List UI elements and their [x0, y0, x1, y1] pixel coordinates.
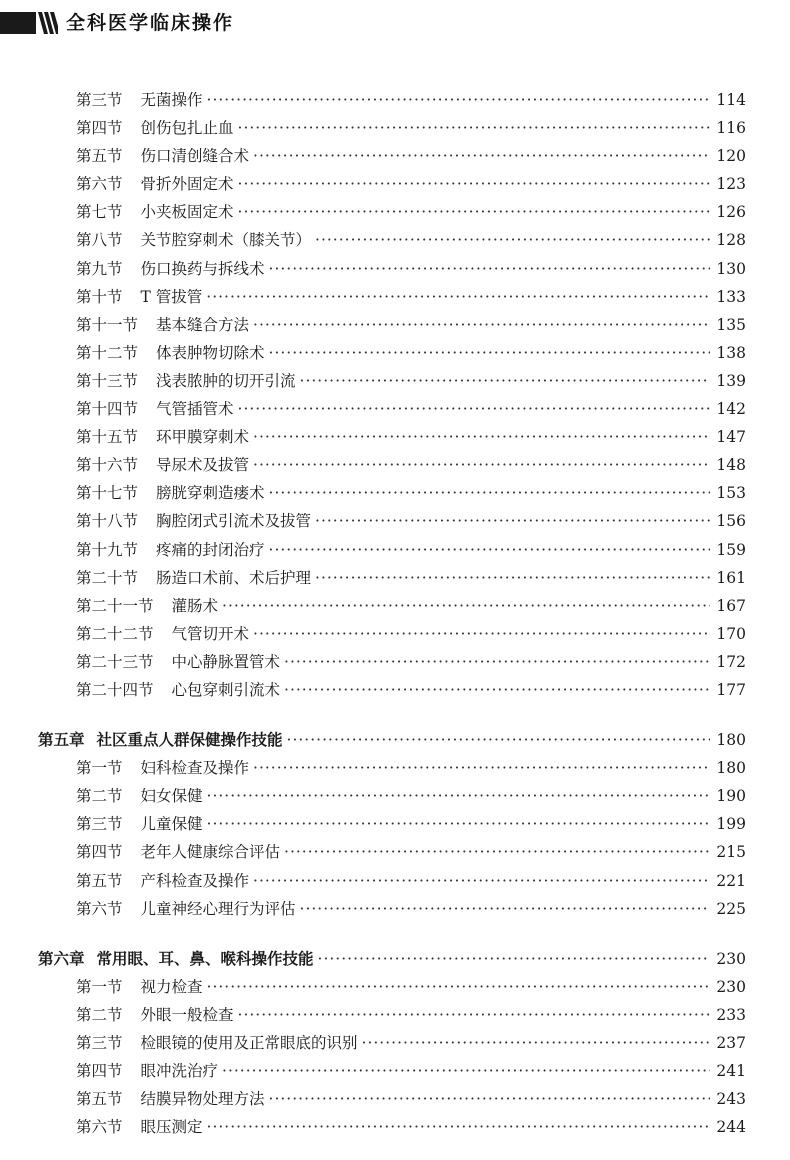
section-number: 第十六节 [76, 456, 139, 475]
chapter-number: 第五章 [38, 731, 85, 750]
dot-leader [269, 1085, 711, 1113]
toc-section-entry [38, 507, 746, 535]
toc-section-entry [38, 170, 746, 198]
toc-section-entry [38, 648, 746, 676]
page-number: 153 [716, 484, 746, 503]
section-title: T 管拔管 [140, 287, 203, 306]
section-title: 体表肿物切除术 [156, 343, 265, 362]
section-number: 第四节 [76, 1062, 123, 1081]
toc-section-entry [38, 620, 746, 648]
section-number: 第六节 [76, 175, 123, 194]
page-number: 170 [716, 624, 746, 643]
page-number: 138 [716, 343, 746, 362]
dot-leader [269, 536, 711, 564]
page-number: 230 [716, 949, 746, 968]
section-title: 儿童保健 [140, 815, 203, 834]
section-number: 第十七节 [76, 484, 139, 503]
section-title: 结膜异物处理方法 [140, 1090, 265, 1109]
toc-section-entry [38, 1001, 746, 1029]
section-title: 中心静脉置管术 [171, 652, 281, 671]
dot-leader [284, 676, 710, 704]
page-number: 130 [716, 259, 746, 278]
section-number: 第十节 [76, 287, 123, 306]
dot-leader [238, 170, 711, 198]
section-number: 第一节 [76, 759, 123, 778]
page-number: 147 [716, 428, 746, 447]
section-number: 第五节 [76, 1090, 123, 1109]
page-number: 180 [716, 759, 746, 778]
section-title: 无菌操作 [140, 91, 203, 109]
toc-section-entry [38, 226, 746, 254]
section-number: 第一节 [76, 977, 123, 996]
section-title: 老年人健康综合评估 [140, 843, 281, 862]
page-number: 156 [716, 512, 746, 531]
section-number: 第七节 [76, 203, 123, 222]
dot-leader [284, 838, 710, 866]
page-number: 167 [716, 596, 746, 615]
page-number: 199 [716, 815, 746, 834]
dot-leader [207, 973, 711, 1001]
page-number: 177 [716, 680, 746, 699]
chapter-number: 第六章 [38, 949, 85, 968]
toc-section-entry [38, 564, 746, 592]
section-number: 第五节 [76, 871, 123, 890]
section-title: 气管切开术 [171, 624, 250, 643]
dot-leader [315, 226, 710, 254]
dot-leader [253, 142, 710, 170]
section-number: 第六节 [76, 1118, 123, 1137]
section-number: 第十九节 [76, 540, 139, 559]
toc-section-entry [38, 754, 746, 782]
page-number: 114 [716, 91, 746, 109]
section-number: 第十二节 [76, 343, 139, 362]
chapter-title: 社区重点人群保健操作技能 [96, 731, 283, 750]
page-number: 126 [716, 203, 746, 222]
dot-leader [253, 311, 710, 339]
dot-leader [315, 564, 710, 592]
section-title: 妇女保健 [140, 787, 203, 806]
toc-section-entry [38, 1085, 746, 1113]
dot-leader [238, 198, 711, 226]
section-title: 外眼一般检查 [140, 1005, 234, 1024]
toc-section-entry [38, 895, 746, 923]
toc-section-entry [38, 1029, 746, 1057]
header-stripes-icon [0, 12, 58, 34]
section-number: 第三节 [76, 91, 123, 109]
dot-leader [318, 945, 711, 973]
section-title: 儿童神经心理行为评估 [140, 899, 296, 918]
page-number: 128 [716, 231, 746, 250]
page-number: 139 [716, 371, 746, 390]
page-number: 230 [716, 977, 746, 996]
dot-leader [253, 867, 710, 895]
section-title: 检眼镜的使用及正常眼底的识别 [140, 1034, 358, 1052]
page-number: 172 [716, 652, 746, 671]
dot-leader [253, 423, 710, 451]
dot-leader [253, 451, 710, 479]
dot-leader [207, 810, 711, 838]
page-number: 116 [716, 119, 746, 138]
section-number: 第二十一节 [76, 596, 154, 615]
dot-leader [206, 283, 710, 311]
page-number: 225 [716, 899, 746, 918]
section-number: 第十三节 [76, 371, 139, 390]
section-number: 第三节 [76, 815, 123, 834]
toc-chapter-entry [38, 726, 746, 754]
page-number: 237 [716, 1034, 746, 1052]
section-title: 骨折外固定术 [140, 175, 234, 194]
toc-section-entry [38, 255, 746, 283]
page-number: 120 [716, 147, 746, 166]
section-number: 第二十三节 [76, 652, 154, 671]
toc-section-entry [38, 479, 746, 507]
dot-leader [222, 1057, 710, 1085]
table-of-contents [38, 86, 746, 1141]
page-number: 133 [716, 287, 746, 306]
toc-section-entry [38, 86, 746, 114]
section-number: 第八节 [76, 231, 123, 250]
section-number: 第九节 [76, 259, 123, 278]
toc-section-entry [38, 810, 746, 838]
toc-section-entry [38, 592, 746, 620]
toc-section-entry [38, 311, 746, 339]
dot-leader [269, 255, 711, 283]
page-number: 221 [716, 871, 746, 890]
section-number: 第二节 [76, 1005, 123, 1024]
dot-leader [284, 648, 710, 676]
book-title: 全科医学临床操作 [66, 12, 235, 34]
toc-section-entry [38, 451, 746, 479]
section-title: 基本缝合方法 [156, 315, 250, 334]
section-title: 膀胱穿刺造瘘术 [156, 484, 265, 503]
dot-leader [238, 1001, 711, 1029]
dot-leader [362, 1029, 711, 1057]
section-title: 浅表脓肿的切开引流 [156, 371, 296, 390]
section-title: 导尿术及拔管 [156, 456, 250, 475]
section-title: 心包穿刺引流术 [171, 680, 281, 699]
section-title: 伤口换药与拆线术 [140, 259, 265, 278]
section-title: 肠造口术前、术后护理 [156, 568, 312, 587]
page-number: 243 [716, 1090, 746, 1109]
toc-section-entry [38, 367, 746, 395]
dot-leader [222, 592, 710, 620]
page-number: 123 [716, 175, 746, 194]
section-number: 第二十节 [76, 568, 139, 587]
section-number: 第十五节 [76, 428, 139, 447]
toc-section-entry [38, 973, 746, 1001]
group-spacer [38, 923, 746, 945]
section-number: 第三节 [76, 1034, 123, 1052]
dot-leader [300, 895, 711, 923]
section-number: 第四节 [76, 843, 123, 862]
section-title: 疼痛的封闭治疗 [156, 540, 265, 559]
dot-leader [238, 114, 711, 142]
toc-section-entry [38, 536, 746, 564]
section-title: 小夹板固定术 [140, 203, 234, 222]
section-number: 第二节 [76, 787, 123, 806]
page-number: 190 [716, 787, 746, 806]
toc-section-entry [38, 1057, 746, 1085]
section-number: 第十四节 [76, 400, 139, 419]
section-number: 第十八节 [76, 512, 139, 531]
section-title: 气管插管术 [156, 400, 234, 419]
dot-leader [253, 754, 710, 782]
running-header [0, 0, 790, 44]
page-number: 180 [716, 731, 746, 750]
section-title: 眼压测定 [140, 1118, 203, 1137]
group-spacer [38, 704, 746, 726]
dot-leader [287, 726, 711, 754]
toc-section-entry [38, 782, 746, 810]
page-number: 161 [716, 568, 746, 587]
section-title: 关节腔穿刺术（膝关节） [140, 231, 312, 250]
section-number: 第五节 [76, 147, 123, 166]
dot-leader [207, 782, 711, 810]
section-title: 创伤包扎止血 [140, 119, 234, 138]
page-number: 215 [716, 843, 746, 862]
toc-chapter-entry [38, 945, 746, 973]
section-title: 伤口清创缝合术 [140, 147, 250, 166]
toc-section-entry [38, 339, 746, 367]
toc-section-entry [38, 838, 746, 866]
section-number: 第二十四节 [76, 680, 154, 699]
chapter-title: 常用眼、耳、鼻、喉科操作技能 [96, 949, 314, 968]
dot-leader [300, 367, 711, 395]
section-title: 环甲膜穿刺术 [156, 428, 250, 447]
page-number: 244 [716, 1118, 746, 1137]
dot-leader [207, 86, 711, 114]
dot-leader [315, 507, 710, 535]
toc-section-entry [38, 1113, 746, 1141]
section-title: 眼冲洗治疗 [140, 1062, 219, 1081]
section-title: 产科检查及操作 [140, 871, 250, 890]
toc-section-entry [38, 283, 746, 311]
section-number: 第六节 [76, 899, 123, 918]
toc-section-entry [38, 395, 746, 423]
dot-leader [269, 339, 711, 367]
dot-leader [269, 479, 711, 507]
page-number: 159 [716, 540, 746, 559]
toc-section-entry [38, 142, 746, 170]
page-number: 142 [716, 400, 746, 419]
section-number: 第二十二节 [76, 624, 154, 643]
page-number: 135 [716, 315, 746, 334]
toc-section-entry [38, 867, 746, 895]
dot-leader [207, 1113, 711, 1141]
section-number: 第十一节 [76, 315, 139, 334]
dot-leader [253, 620, 710, 648]
toc-section-entry [38, 676, 746, 704]
section-number: 第四节 [76, 119, 123, 138]
section-title: 妇科检查及操作 [140, 759, 250, 778]
page-number: 233 [716, 1005, 746, 1024]
section-title: 灌肠术 [171, 596, 219, 615]
section-title: 视力检查 [140, 977, 203, 996]
page-number: 148 [716, 456, 746, 475]
toc-section-entry [38, 198, 746, 226]
section-title: 胸腔闭式引流术及拔管 [156, 512, 312, 531]
page-number: 241 [716, 1062, 746, 1081]
toc-section-entry [38, 423, 746, 451]
toc-section-entry [38, 114, 746, 142]
dot-leader [238, 395, 711, 423]
